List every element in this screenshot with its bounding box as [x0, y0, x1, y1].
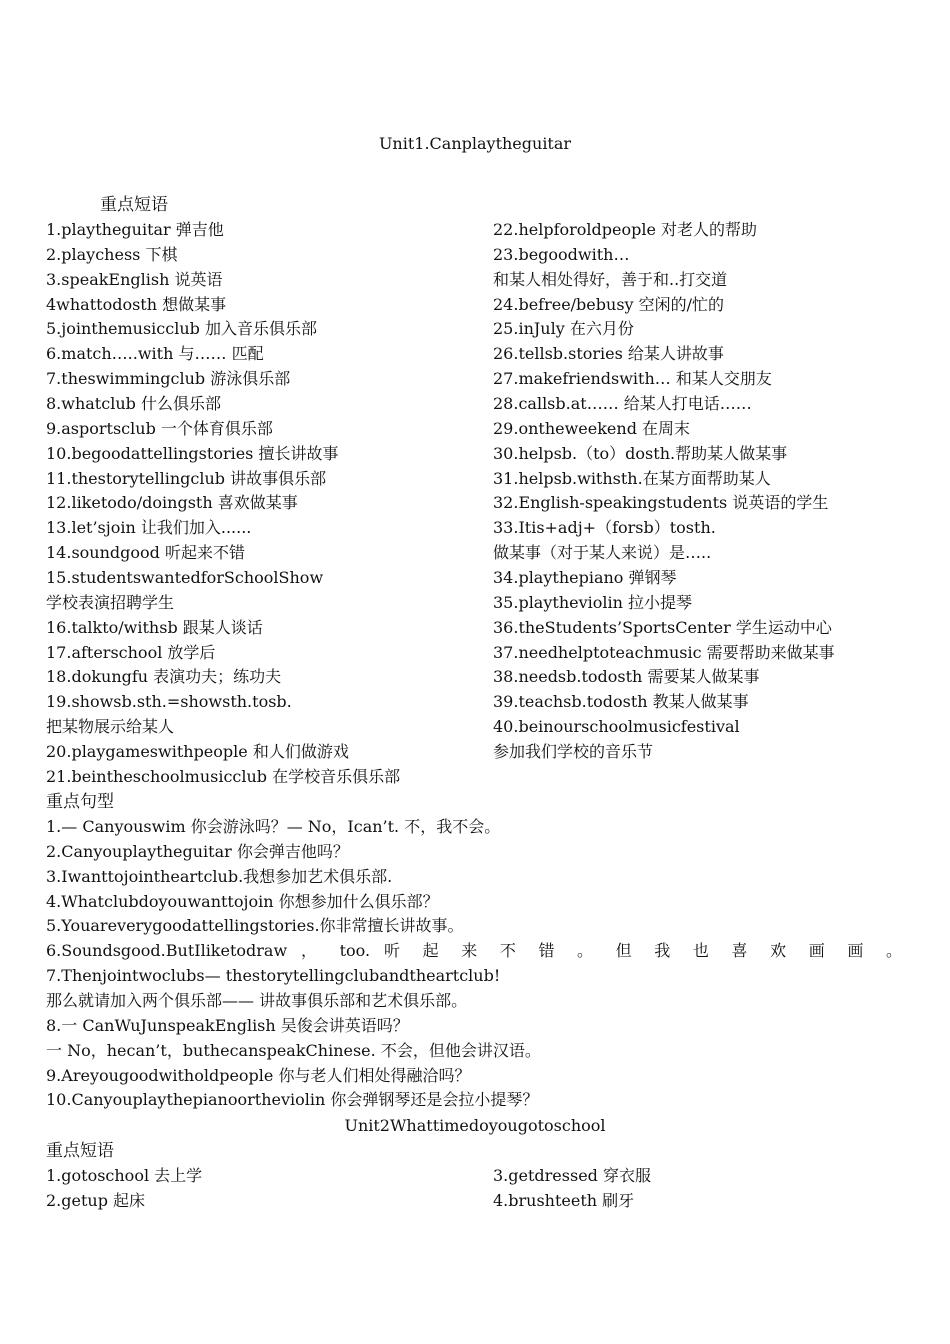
list-item: 33.Itis+adj+（forsb）tosth. — [493, 518, 716, 538]
list-item: 18.dokungfu 表演功夫；练功夫 — [46, 667, 282, 687]
unit1-sentences-heading: 重点句型 — [46, 792, 114, 812]
list-item: 和某人相处得好，善于和..打交道 — [493, 269, 728, 289]
list-item: 8.一 CanWuJunspeakEnglish 吴俊会讲英语吗？ — [46, 1015, 409, 1035]
list-item: 20.playgameswithpeople 和人们做游戏 — [46, 741, 349, 761]
list-item: 7.Thenjointwoclubs— thestorytellingclubandtheartclub! — [46, 966, 501, 986]
list-item: 35.playtheviolin 拉小提琴 — [493, 592, 693, 612]
list-item: 29.ontheweekend 在周末 — [493, 418, 691, 438]
list-item: 学校表演招聘学生 — [46, 592, 175, 612]
list-item: 11.thestorytellingclub 讲故事俱乐部 — [46, 468, 327, 488]
list-item: 32.English-speakingstudents 说英语的学生 — [493, 493, 829, 513]
list-item: 25.inJuly 在六月份 — [493, 319, 634, 339]
list-item: 参加我们学校的音乐节 — [493, 741, 654, 761]
list-item: 9.asportsclub 一个体育俱乐部 — [46, 418, 273, 438]
list-item: 2.Canyouplaytheguitar 你会弹吉他吗？ — [46, 841, 349, 861]
list-item: 一 No，hecan’t，buthecanspeakChinese. 不会，但他会讲汉语。 — [46, 1040, 541, 1060]
list-item: 24.befree/bebusy 空闲的/忙的 — [493, 294, 725, 314]
unit1-title: Unit1.Canplaytheguitar — [378, 134, 572, 153]
list-item: 19.showsb.sth.=showsth.tosb. — [46, 692, 292, 712]
list-item: 1.— Canyouswim 你会游泳吗？— No，Ican’t. 不，我不会。 — [46, 817, 501, 836]
list-item: 那么就请加入两个俱乐部—— 讲故事俱乐部和艺术俱乐部。 — [46, 991, 468, 1010]
list-item: 1.gotoschool 去上学 — [46, 1166, 203, 1185]
list-item: 做某事（对于某人来说）是….. — [493, 543, 712, 562]
list-item: 13.let’sjoin 让我们加入...... — [46, 518, 252, 538]
list-item: 30.helpsb.（to）dosth.帮助某人做某事 — [493, 443, 788, 463]
list-item: 10.begoodattellingstories 擅长讲故事 — [46, 443, 339, 463]
list-item: 36.theStudents’SportsCenter 学生运动中心 — [493, 617, 832, 637]
list-item: 37.needhelptoteachmusic 需要帮助来做某事 — [493, 642, 835, 662]
list-item: 17.afterschool 放学后 — [46, 642, 216, 662]
list-item: 5.Youareverygoodattellingstories.你非常擅长讲故事。 — [46, 916, 464, 936]
list-item: 5.jointhemusicclub 加入音乐俱乐部 — [46, 319, 317, 339]
list-item: 3.Iwanttojointheartclub.我想参加艺术俱乐部. — [46, 866, 393, 886]
list-item: 8.whatclub 什么俱乐部 — [46, 394, 221, 413]
list-item: 14.soundgood 听起来不错 — [46, 543, 245, 562]
list-item: 2.getup 起床 — [46, 1190, 146, 1210]
list-item: 4.brushteeth 刷牙 — [493, 1190, 635, 1210]
list-item: 23.begoodwith… — [493, 244, 630, 264]
list-item: 3.speakEnglish 说英语 — [46, 269, 223, 289]
list-item: 1.playtheguitar 弹吉他 — [46, 220, 224, 239]
unit1-phrases-heading: 重点短语 — [100, 195, 168, 215]
list-item: 40.beinourschoolmusicfestival — [493, 717, 740, 736]
list-item: 27.makefriendswith… 和某人交朋友 — [493, 369, 772, 389]
list-item: 39.teachsb.todosth 教某人做某事 — [493, 692, 749, 712]
list-item: 22.helpforoldpeople 对老人的帮助 — [493, 220, 758, 239]
unit2-title: Unit2Whattimedoyougotoschool — [344, 1116, 606, 1135]
list-item: 4.Whatclubdoyouwanttojoin 你想参加什么俱乐部？ — [46, 891, 439, 911]
list-item: 16.talkto/withsb 跟某人谈话 — [46, 617, 263, 637]
unit2-phrases-heading: 重点短语 — [46, 1141, 114, 1161]
list-item: 6.match…..with 与…… 匹配 — [46, 344, 264, 364]
list-item: 7.theswimmingclub 游泳俱乐部 — [46, 369, 291, 389]
list-item: 4whattodosth 想做某事 — [46, 294, 227, 314]
list-item: 26.tellsb.stories 给某人讲故事 — [493, 344, 724, 364]
list-item: 把某物展示给某人 — [46, 717, 175, 736]
list-item: 2.playchess 下棋 — [46, 244, 178, 264]
list-item: 28.callsb.at…… 给某人打电话…… — [493, 394, 752, 413]
list-item: 34.playthepiano 弹钢琴 — [493, 567, 677, 587]
list-item: 6.Soundsgood.ButIliketodraw ， too. 听 起 来 不 错 。 但 我 也 喜 欢 画 画 。 — [46, 941, 902, 961]
list-item: 12.liketodo/doingsth 喜欢做某事 — [46, 493, 298, 513]
list-item: 10.Canyouplaythepianoortheviolin 你会弹钢琴还是会拉小提琴？ — [46, 1090, 539, 1110]
list-item: 9.Areyougoodwitholdpeople 你与老人们相处得融洽吗？ — [46, 1065, 471, 1085]
list-item: 15.studentswantedforSchoolShow — [46, 567, 324, 587]
list-item: 38.needsb.todosth 需要某人做某事 — [493, 667, 760, 687]
list-item: 21.beintheschoolmusicclub 在学校音乐俱乐部 — [46, 766, 401, 786]
list-item: 31.helpsb.withsth.在某方面帮助某人 — [493, 468, 771, 488]
list-item: 3.getdressed 穿衣服 — [493, 1166, 651, 1185]
